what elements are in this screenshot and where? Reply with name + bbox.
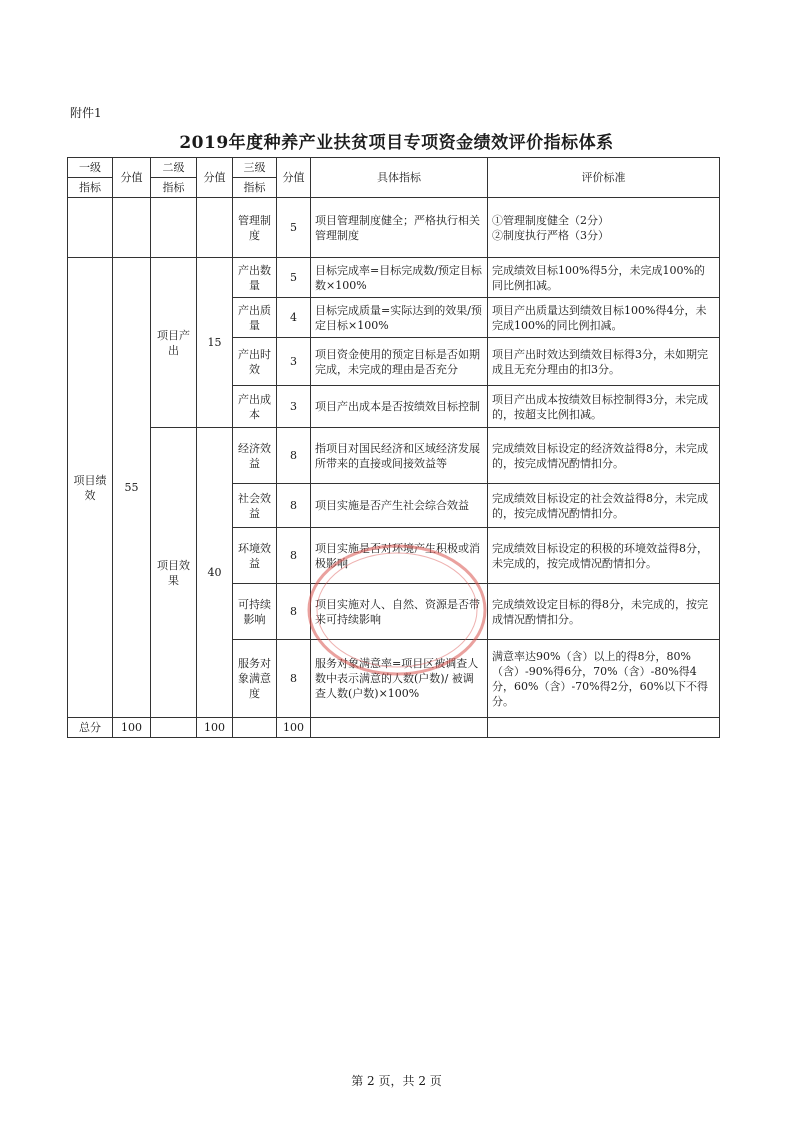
empty-cell: [488, 718, 720, 738]
table-row-mgmt: [68, 198, 720, 258]
header-l2-score: 分值: [197, 158, 233, 198]
criteria-text: [488, 198, 720, 258]
l3-score: 5: [277, 258, 311, 298]
attachment-label: 附件1: [70, 106, 102, 120]
l3-name: 经济效益: [233, 428, 277, 484]
l3-score: 3: [277, 338, 311, 386]
l2-effect-score: 40: [197, 428, 233, 718]
header-row-top: [68, 158, 720, 178]
l3-name: 社会效益: [233, 484, 277, 528]
header-l2-bottom: 指标: [151, 178, 197, 198]
header-l1-top: 一级: [68, 158, 113, 178]
detail-text: 目标完成质量=实际达到的效果/预定目标×100%: [311, 298, 488, 338]
header-criteria: 评价标准: [488, 158, 720, 198]
detail-text: 项目产出成本是否按绩效目标控制: [311, 386, 488, 428]
l3-score: 4: [277, 298, 311, 338]
total-label: 总分: [68, 718, 113, 738]
detail-text: 项目管理制度健全；严格执行相关管理制度: [311, 198, 488, 258]
l3-score: 8: [277, 428, 311, 484]
l3-score: 8: [277, 640, 311, 718]
l3-score: 8: [277, 528, 311, 584]
empty-cell: [151, 198, 197, 258]
l3-score: 8: [277, 584, 311, 640]
l3-name: 环境效益: [233, 528, 277, 584]
header-l1-bottom: 指标: [68, 178, 113, 198]
empty-cell: [151, 718, 197, 738]
total-l1-score: 100: [113, 718, 151, 738]
criteria-text: 完成绩效目标设定的社会效益得8分，未完成的，按完成情况酌情扣分。: [488, 484, 720, 528]
l3-name: 管理制度: [233, 198, 277, 258]
criteria-text: 完成绩效目标设定的积极的环境效益得8分，未完成的，按完成情况酌情扣分。: [488, 528, 720, 584]
detail-text: 项目实施对人、自然、资源是否带来可持续影响: [311, 584, 488, 640]
total-l3-score: 100: [277, 718, 311, 738]
detail-text: 服务对象满意率=项目区被调查人数中表示满意的人数(户数)/ 被调查人数(户数)×100%: [311, 640, 488, 718]
header-l3-top: 三级: [233, 158, 277, 178]
l1-name: 项目绩效: [68, 258, 113, 718]
detail-text: 指项目对国民经济和区域经济发展所带来的直接或间接效益等: [311, 428, 488, 484]
page-footer: 第 2 页，共 2 页: [351, 1074, 442, 1088]
l3-score: 3: [277, 386, 311, 428]
header-l2-top: 二级: [151, 158, 197, 178]
empty-cell: [233, 718, 277, 738]
criteria-text: 完成绩效目标100%得5分，未完成100%的同比例扣减。: [488, 258, 720, 298]
l3-name: 产出成本: [233, 386, 277, 428]
l2-output-name: 项目产出: [151, 258, 197, 428]
detail-text: 项目资金使用的预定目标是否如期完成，未完成的理由是否充分: [311, 338, 488, 386]
criteria-text: 项目产出质量达到绩效目标100%得4分，未完成100%的同比例扣减。: [488, 298, 720, 338]
criteria-text: 项目产出成本按绩效目标控制得3分，未完成的，按超支比例扣减。: [488, 386, 720, 428]
criteria-line-1: ①管理制度健全（2分）: [492, 213, 609, 227]
empty-cell: [197, 198, 233, 258]
header-detail: 具体指标: [311, 158, 488, 198]
criteria-text: 完成绩效设定目标的得8分，未完成的，按完成情况酌情扣分。: [488, 584, 720, 640]
detail-text: 项目实施是否对环境产生积极或消极影响: [311, 528, 488, 584]
detail-text: 目标完成率=目标完成数/预定目标数×100%: [311, 258, 488, 298]
l3-score: 5: [277, 198, 311, 258]
indicator-table: [67, 157, 720, 738]
header-l3-bottom: 指标: [233, 178, 277, 198]
header-l1-score: 分值: [113, 158, 151, 198]
l3-name: 产出数量: [233, 258, 277, 298]
empty-cell: [68, 198, 113, 258]
l3-name: 产出时效: [233, 338, 277, 386]
detail-text: 项目实施是否产生社会综合效益: [311, 484, 488, 528]
table-row: [68, 428, 720, 484]
l3-name: 可持续影响: [233, 584, 277, 640]
criteria-text: 项目产出时效达到绩效目标得3分，未如期完成且无充分理由的扣3分。: [488, 338, 720, 386]
l3-name: 产出质量: [233, 298, 277, 338]
criteria-text: 满意率达90%（含）以上的得8分，80%（含）-90%得6分，70%（含）-80%得4分，60%（含）-70%得2分，60%以下不得分。: [488, 640, 720, 718]
l3-score: 8: [277, 484, 311, 528]
l3-name: 服务对象满意度: [233, 640, 277, 718]
criteria-line-2: ②制度执行严格（3分）: [492, 228, 609, 242]
total-l2-score: 100: [197, 718, 233, 738]
empty-cell: [311, 718, 488, 738]
header-l3-score: 分值: [277, 158, 311, 198]
total-row: [68, 718, 720, 738]
empty-cell: [113, 198, 151, 258]
page-title: 2019年度种养产业扶贫项目专项资金绩效评价指标体系: [179, 133, 614, 153]
l1-score: 55: [113, 258, 151, 718]
l2-effect-name: 项目效果: [151, 428, 197, 718]
table-row: [68, 258, 720, 298]
l2-output-score: 15: [197, 258, 233, 428]
criteria-text: 完成绩效目标设定的经济效益得8分，未完成的，按完成情况酌情扣分。: [488, 428, 720, 484]
